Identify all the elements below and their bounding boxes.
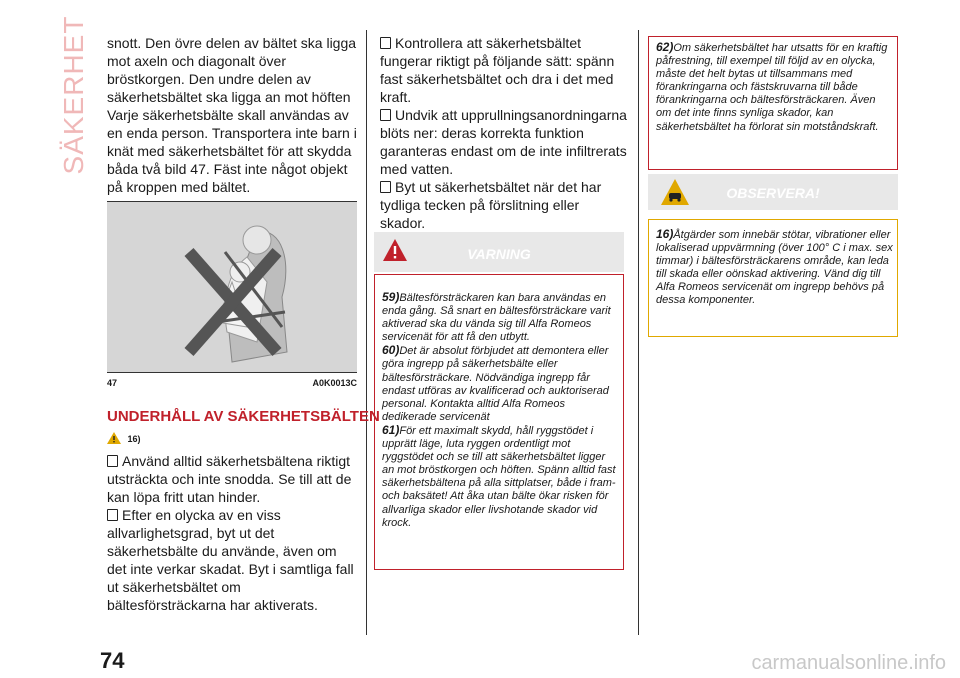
column-1-intro — [107, 34, 359, 196]
bullet-item: Undvik att upprullningsanordningarna blöts ner: deras korrekta funktion garanteras endast om de inte infiltrerats med vatten. — [380, 107, 627, 177]
observe-header — [648, 174, 898, 210]
observe-title: OBSERVERA! — [726, 185, 820, 201]
checkbox-bullet-icon — [107, 509, 118, 521]
bullet-item: Kontrollera att säkerhetsbältet fungerar riktigt på följande sätt: spänn fast säkerhetsbältet och dra i det med kraft. — [380, 35, 615, 105]
bullet-item: Efter en olycka av en viss allvarlighetsgrad, byt ut det säkerhetsbälte du använde, även om det inte verkar skadat. Byt i samtliga fall ut säkerhetsbältet om bältesförsträckarna har aktiverats. — [107, 507, 354, 613]
intro-paragraph: snott. Den övre delen av bältet ska ligga mot axeln och diagonalt över bröstkorgen. Den undre delen av säkerhetsbältet ska ligga an mot höften Varje säkerhetsbälte skall användas av en enda person. Transportera inte barn i knät med säkerhetsbältet för att skydda båda två bild 47. Fäst inte något objekt på kroppen med bältet. — [107, 35, 357, 195]
figure-number: 47 — [107, 378, 118, 388]
page-number: 74 — [100, 648, 125, 673]
figure-caption — [107, 378, 357, 388]
reference-marker — [107, 432, 141, 446]
child-on-lap-illustration — [107, 202, 357, 372]
side-section-title: SÄKERHET — [58, 15, 89, 175]
figure-seatbelt-child — [107, 201, 357, 373]
column-divider-2 — [638, 30, 639, 635]
reference-number: 16) — [127, 434, 141, 444]
warning-entry: 60)Det är absolut förbjudet att demontera eller göra ingrepp på säkerhetsbälte eller bältesförsträckare. Nödvändiga ingrepp får endast utföras av kvalificerad och auktoriserad personal. Kontakta alltid Alfa Romeos dedikerade servicenät — [382, 343, 609, 423]
warning-entry: 61)För ett maximalt skydd, håll ryggstödet i upprätt läge, luta ryggen ordentligt mot ryggstödet och se till att säkerhetsbältet ligger an mot bröstkorgen och höften. Spänn alltid fast säkerhetsbältena på alla sittplatser, både i fram- och baksätet! Att åka utan bälte ökar risken för allvarliga skador eller livshotande skador vid krock. — [382, 422, 616, 529]
warning-entry: 59)Bältesförsträckaren kan bara användas en enda gång. Så snart en bältesförsträckare varit aktiverad ska du vända sig till Alfa Romeos servicenät för att få den utbytt. — [382, 290, 611, 344]
bullet-item: Använd alltid säkerhetsbältena riktigt utsträckta och inte snodda. Se till att de kan löpa fritt utan hinder. — [107, 453, 352, 505]
maintenance-bullets — [107, 452, 359, 614]
section-heading: UNDERHÅLL AV SÄKERHETSBÄLTEN — [107, 408, 380, 425]
warning-title: VARNING — [467, 246, 531, 262]
checkbox-bullet-icon — [380, 181, 391, 193]
warning-continuation-box: 62)Om säkerhetsbältet har utsatts för en kraftig påfrestning, till exempel till följd av en olycka, måste det helt bytas ut tillsammans med förankringarna och fästskruvarna till både förankringarna och bältesförsträckaren. Även om det inte finns synliga skador, kan säkerhetsbältet ha förlorat sin motståndskraft. — [648, 36, 898, 170]
bullet-item: Byt ut säkerhetsbältet när det har tydliga tecken på förslitning eller skador. — [380, 179, 602, 231]
checkbox-bullet-icon — [380, 37, 391, 49]
caution-triangle-icon — [107, 432, 121, 446]
observe-box: 16)Åtgärder som innebär stötar, vibrationer eller lokaliserad uppvärmning (över 100° C i max. sex timmar) i bältesförsträckarens område, kan leda till skada eller oönskad aktivering. Vänd dig till Alfa Romeos servicenät om ingrepp behövs på dessa komponenter. — [648, 219, 898, 337]
warning-box — [374, 274, 624, 570]
figure-code: A0K0013C — [312, 378, 357, 388]
watermark: carmanualsonline.info — [751, 652, 946, 674]
checkbox-bullet-icon — [380, 109, 391, 121]
column-2-bullets — [380, 34, 628, 232]
checkbox-bullet-icon — [107, 455, 118, 467]
column-divider-1 — [366, 30, 367, 635]
warning-header — [374, 232, 624, 272]
